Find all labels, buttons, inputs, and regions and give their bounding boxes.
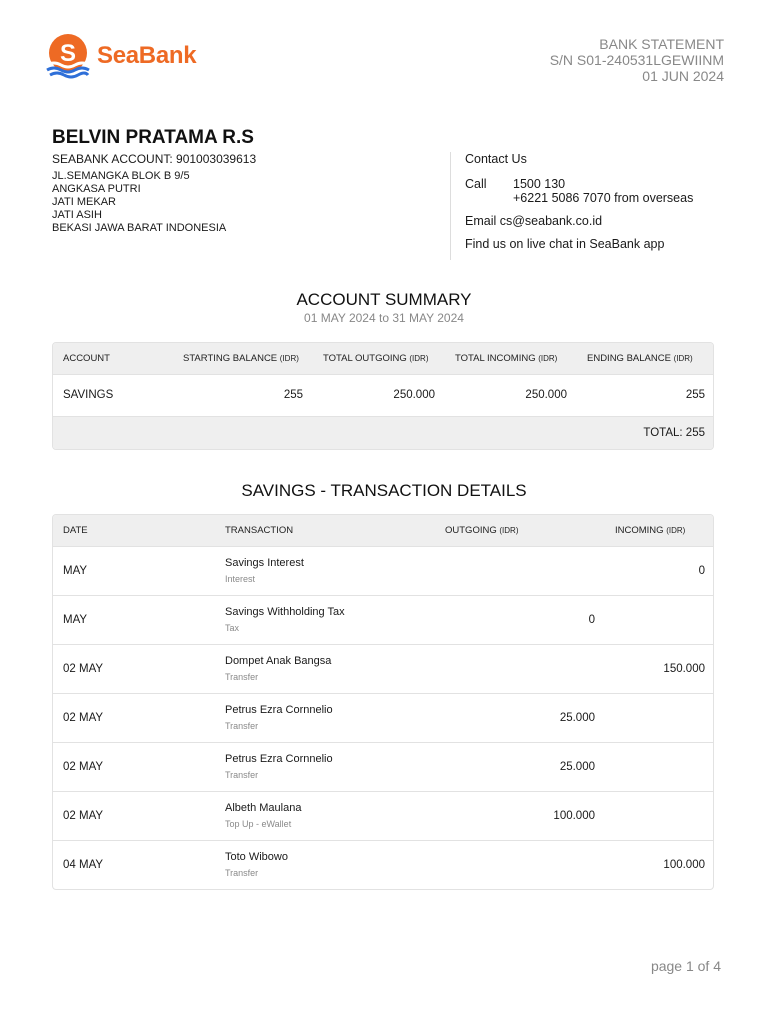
summary-incoming: 250.000	[445, 374, 577, 416]
tx-incoming	[605, 742, 714, 791]
tx-outgoing: 25.000	[435, 742, 605, 791]
table-row	[53, 546, 714, 595]
header-total-outgoing: TOTAL OUTGOING (IDR)	[313, 343, 445, 374]
address-line: BEKASI JAWA BARAT INDONESIA	[52, 222, 227, 234]
summary-period: 01 MAY 2024 to 31 MAY 2024	[304, 311, 464, 325]
summary-account: SAVINGS	[53, 374, 173, 416]
phone-local: 1500 130	[513, 177, 566, 191]
tx-date: 04 MAY	[53, 840, 215, 889]
header-outgoing: OUTGOING (IDR)	[435, 515, 605, 546]
tx-type: Tax	[225, 623, 240, 633]
account-holder	[52, 127, 256, 235]
header-incoming: INCOMING (IDR)	[605, 515, 714, 546]
summary-starting: 255	[173, 374, 313, 416]
holder-account-number: SEABANK ACCOUNT: 901003039613	[52, 152, 257, 166]
transaction-details-title: SAVINGS - TRANSACTION DETAILS	[241, 481, 527, 500]
address-line: ANGKASA PUTRI	[52, 183, 141, 195]
svg-text:S: S	[59, 40, 77, 67]
tx-outgoing	[435, 644, 605, 693]
table-row	[53, 595, 714, 644]
tx-outgoing: 100.000	[435, 791, 605, 840]
transaction-header-row	[53, 515, 714, 546]
contact-call	[465, 177, 693, 191]
summary-ending: 255	[577, 374, 714, 416]
tx-name: Toto Wibowo	[225, 851, 288, 864]
header-total-incoming: TOTAL INCOMING (IDR)	[445, 343, 577, 374]
tx-description	[215, 595, 435, 644]
tx-description	[215, 791, 435, 840]
contact-panel	[450, 152, 693, 260]
header-account: ACCOUNT	[53, 343, 173, 374]
tx-name: Petrus Ezra Cornnelio	[225, 753, 333, 765]
tx-name: Savings Withholding Tax	[225, 606, 345, 618]
tx-name: Albeth Maulana	[225, 802, 302, 814]
tx-incoming	[605, 791, 714, 840]
tx-outgoing: 0	[435, 595, 605, 644]
summary-row	[53, 374, 714, 416]
tx-date: 02 MAY	[53, 693, 215, 742]
summary-outgoing: 250.000	[313, 374, 445, 416]
tx-type: Top Up - eWallet	[225, 819, 292, 829]
page-number: page 1 of 4	[650, 958, 721, 974]
tx-description	[215, 693, 435, 742]
seabank-logo	[45, 33, 196, 79]
header-ending-balance: ENDING BALANCE (IDR)	[577, 343, 714, 374]
tx-type: Transfer	[225, 721, 259, 731]
tx-outgoing	[435, 840, 605, 889]
tx-incoming: 100.000	[605, 840, 714, 889]
table-row	[53, 693, 714, 742]
tx-outgoing: 25.000	[435, 693, 605, 742]
table-row	[53, 742, 714, 791]
table-row	[53, 840, 714, 889]
transaction-table	[52, 514, 714, 890]
contact-title: Contact Us	[465, 152, 527, 166]
brand-name: SeaBank	[97, 42, 197, 69]
summary-total: TOTAL: 255	[53, 416, 714, 449]
summary-header-row	[53, 343, 714, 374]
tx-description	[215, 644, 435, 693]
holder-name: BELVIN PRATAMA R.S	[52, 127, 254, 148]
statement-meta	[550, 36, 724, 84]
tx-type: Transfer	[225, 770, 259, 780]
address-line: JATI MEKAR	[52, 196, 116, 208]
tx-name: Savings Interest	[225, 557, 304, 569]
table-row	[53, 644, 714, 693]
contact-chat: Find us on live chat in SeaBank app	[465, 237, 665, 251]
account-summary-title: ACCOUNT SUMMARY	[296, 290, 472, 309]
tx-incoming	[605, 595, 714, 644]
table-row	[53, 791, 714, 840]
tx-incoming: 0	[605, 546, 714, 595]
tx-description	[215, 546, 435, 595]
tx-type: Transfer	[225, 868, 259, 879]
statement-date: 01 JUN 2024	[642, 68, 724, 84]
seabank-logo-icon	[45, 33, 93, 79]
statement-title: BANK STATEMENT	[599, 36, 724, 52]
holder-address	[52, 170, 256, 235]
contact-call-overseas	[465, 191, 693, 205]
tx-type: Interest	[225, 574, 256, 584]
contact-email: Email cs@seabank.co.id	[465, 214, 603, 228]
statement-serial: S/N S01-240531LGEWIINM	[549, 52, 724, 68]
tx-outgoing	[435, 546, 605, 595]
tx-incoming: 150.000	[605, 644, 714, 693]
header-starting-balance: STARTING BALANCE (IDR)	[173, 343, 313, 374]
header-transaction: TRANSACTION	[215, 515, 435, 546]
tx-description	[215, 742, 435, 791]
address-line: JL.SEMANGKA BLOK B 9/5	[52, 170, 190, 182]
tx-incoming	[605, 693, 714, 742]
summary-total-row	[53, 416, 714, 449]
tx-date: 02 MAY	[53, 644, 215, 693]
tx-name: Petrus Ezra Cornnelio	[225, 704, 333, 716]
tx-name: Dompet Anak Bangsa	[225, 655, 332, 667]
tx-date: MAY	[53, 546, 215, 595]
tx-date: 02 MAY	[53, 742, 215, 791]
tx-date: MAY	[53, 595, 215, 644]
address-line: JATI ASIH	[52, 209, 102, 221]
account-summary-table	[52, 342, 714, 450]
phone-overseas: +6221 5086 7070 from overseas	[513, 191, 694, 205]
tx-description	[215, 840, 435, 889]
header-date: DATE	[53, 515, 215, 546]
call-label: Call	[465, 177, 487, 191]
tx-date: 02 MAY	[53, 791, 215, 840]
tx-type: Transfer	[225, 672, 259, 682]
